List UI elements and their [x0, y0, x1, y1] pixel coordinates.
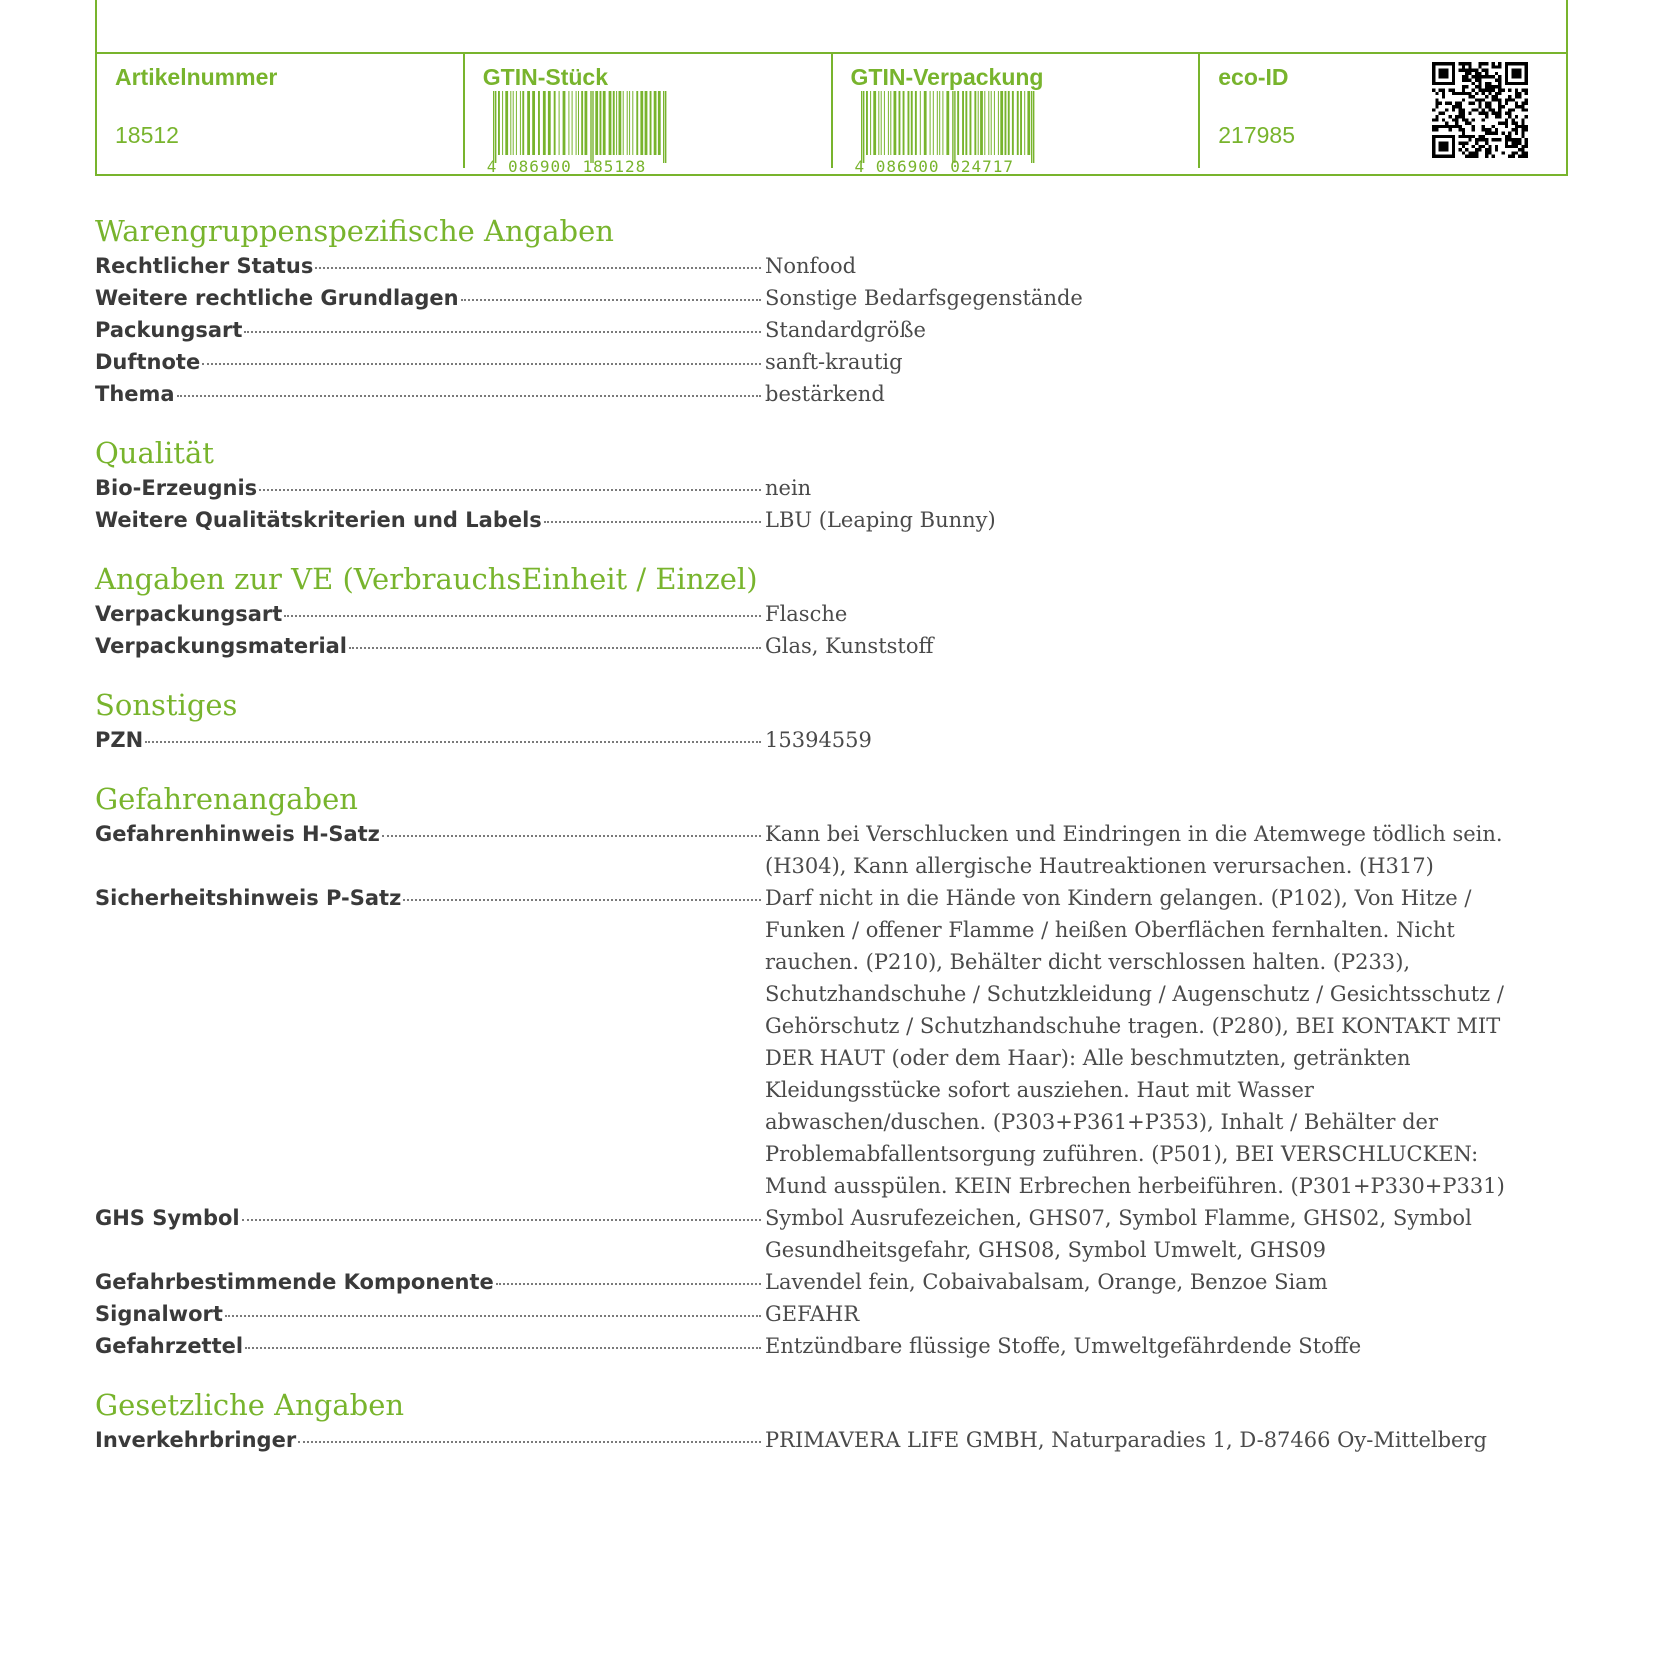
dot-leader: [202, 363, 761, 365]
gtin-verpackung-cell: [833, 54, 1201, 176]
section: [95, 212, 1568, 410]
detail-label-text: Gefahrenhinweis H-Satz: [95, 822, 380, 846]
detail-label-text: Gefahrbestimmende Komponente: [95, 1270, 494, 1294]
detail-row: [95, 1330, 1568, 1362]
detail-label: [95, 882, 765, 1202]
section-title: Gesetzliche Angaben: [95, 1388, 405, 1422]
detail-row: [95, 1424, 1568, 1456]
detail-value: Nonfood: [765, 254, 857, 278]
detail-value: Standardgröße: [765, 318, 926, 342]
detail-value: Symbol Ausrufezeichen, GHS07, Symbol Flamme, GHS02, Symbol Gesundheitsgefahr, GHS08, Symbol Umwelt, GHS09: [765, 1206, 1472, 1262]
detail-label: [95, 378, 765, 410]
detail-label-text: Thema: [95, 382, 175, 406]
dot-leader: [245, 1347, 761, 1349]
detail-row: [95, 1266, 1568, 1298]
artikelnummer-value: 18512: [115, 122, 179, 148]
artikelnummer-label: Artikelnummer: [115, 64, 278, 90]
artikelnummer-cell: [97, 54, 465, 168]
dot-leader: [496, 1283, 761, 1285]
detail-value: Flasche: [765, 602, 848, 626]
detail-value: Kann bei Verschlucken und Eindringen in die Atemwege tödlich sein. (H304), Kann allergische Hautreaktionen verursachen. (H317): [765, 822, 1503, 878]
detail-label-text: Weitere rechtliche Grundlagen: [95, 286, 459, 310]
detail-label-text: Signalwort: [95, 1302, 223, 1326]
detail-label: [95, 1330, 765, 1362]
product-identifier-box: [95, 0, 1568, 176]
section-title: Qualität: [95, 436, 214, 470]
dot-leader: [244, 331, 761, 333]
dot-leader: [315, 267, 761, 269]
detail-label-text: GHS Symbol: [95, 1206, 240, 1230]
detail-label-text: Sicherheitshinweis P-Satz: [95, 886, 402, 910]
section: [95, 1386, 1568, 1456]
section-title: Warengruppenspezifische Angaben: [95, 214, 614, 248]
detail-label: [95, 1266, 765, 1298]
detail-label-text: Inverkehrbringer: [95, 1428, 297, 1452]
dot-leader: [259, 489, 761, 491]
gtin-verpackung-label: GTIN-Verpackung: [850, 64, 1044, 90]
detail-row: [95, 504, 1568, 536]
detail-value: sanft-krautig: [765, 350, 903, 374]
detail-label: [95, 282, 765, 314]
detail-row: [95, 378, 1568, 410]
detail-value: GEFAHR: [765, 1302, 860, 1326]
detail-value: Glas, Kunststoff: [765, 634, 934, 658]
eco-id-cell: [1200, 54, 1566, 168]
qr-code-icon: [1432, 62, 1528, 158]
dot-leader: [403, 899, 761, 901]
detail-value: Lavendel fein, Cobaivabalsam, Orange, Benzoe Siam: [765, 1270, 1328, 1294]
product-details: [95, 212, 1568, 1480]
gtin-verpackung-digits: 4 086900 024717: [854, 157, 1014, 176]
detail-row: [95, 282, 1568, 314]
gtin-stueck-cell: [465, 54, 833, 176]
detail-label: [95, 504, 765, 536]
dot-leader: [298, 1441, 761, 1443]
detail-label: [95, 1202, 765, 1266]
detail-label: [95, 250, 765, 282]
gtin-verpackung-barcode: [855, 91, 1040, 163]
detail-row: [95, 882, 1568, 1202]
detail-value: LBU (Leaping Bunny): [765, 508, 996, 532]
detail-row: [95, 314, 1568, 346]
detail-value: nein: [765, 476, 812, 500]
detail-label-text: Gefahrzettel: [95, 1334, 244, 1358]
detail-value: 15394559: [765, 728, 872, 752]
eco-id-label: eco-ID: [1218, 64, 1289, 90]
detail-row: [95, 1202, 1568, 1266]
detail-label-text: Verpackungsmaterial: [95, 634, 348, 658]
gtin-stueck-barcode: [487, 91, 672, 163]
detail-label: [95, 314, 765, 346]
section: [95, 686, 1568, 756]
detail-row: [95, 1298, 1568, 1330]
dot-leader: [177, 395, 761, 397]
detail-label: [95, 724, 765, 756]
section: [95, 434, 1568, 536]
detail-label: [95, 472, 765, 504]
dot-leader: [145, 741, 761, 743]
detail-label: [95, 1298, 765, 1330]
eco-id-value: 217985: [1218, 122, 1295, 148]
section: [95, 780, 1568, 1362]
detail-value: Entzündbare flüssige Stoffe, Umweltgefährdende Stoffe: [765, 1334, 1362, 1358]
gtin-stueck-digits: 4 086900 185128: [486, 157, 647, 176]
detail-row: [95, 598, 1568, 630]
detail-row: [95, 472, 1568, 504]
detail-label: [95, 630, 765, 662]
detail-row: [95, 250, 1568, 282]
section-title: Sonstiges: [95, 688, 238, 722]
identifier-row: [97, 52, 1566, 174]
detail-label-text: Duftnote: [95, 350, 201, 374]
detail-row: [95, 630, 1568, 662]
detail-label-text: Weitere Qualitätskriterien und Labels: [95, 508, 542, 532]
dot-leader: [284, 615, 761, 617]
detail-label: [95, 346, 765, 378]
dot-leader: [349, 647, 761, 649]
detail-value: Darf nicht in die Hände von Kindern gelangen. (P102), Von Hitze / Funken / offener Flamme / heißen Oberflächen fernhalten. Nicht rauchen. (P210), Behälter dicht verschlossen halten. (P233), Schutzhandschuhe / Schutzkleidung / Augenschutz / Gesichtsschutz / Gehörschutz / Schutzhandschuhe tragen. (P280), BEI KONTAKT MIT DER HAUT (oder dem Haar): Alle beschmutzten, getränkten Kleidungsstücke sofort ausziehen. Haut mit Wasser abwaschen/duschen. (P303+P361+P353), Inhalt / Behälter der Problemabfallentsorgung zuführen. (P501), BEI VERSCHLUCKEN: Mund ausspülen. KEIN Erbrechen herbeiführen. (P301+P330+P331): [765, 886, 1505, 1198]
gtin-stueck-label: GTIN-Stück: [482, 64, 608, 90]
dot-leader: [544, 521, 761, 523]
detail-label: [95, 818, 765, 882]
detail-label-text: PZN: [95, 728, 144, 752]
detail-label-text: Verpackungsart: [95, 602, 283, 626]
dot-leader: [242, 1219, 761, 1221]
detail-value: PRIMAVERA LIFE GMBH, Naturparadies 1, D-87466 Oy-Mittelberg: [765, 1428, 1487, 1452]
section-title: Angaben zur VE (VerbrauchsEinheit / Einzel): [95, 562, 758, 596]
detail-label-text: Packungsart: [95, 318, 243, 342]
detail-row: [95, 346, 1568, 378]
detail-value: bestärkend: [765, 382, 885, 406]
detail-row: [95, 818, 1568, 882]
dot-leader: [225, 1315, 761, 1317]
detail-row: [95, 724, 1568, 756]
dot-leader: [461, 299, 761, 301]
detail-value: Sonstige Bedarfsgegenstände: [765, 286, 1083, 310]
detail-label: [95, 1424, 765, 1456]
detail-label-text: Bio-Erzeugnis: [95, 476, 258, 500]
detail-label-text: Rechtlicher Status: [95, 254, 314, 278]
dot-leader: [382, 835, 761, 837]
detail-label: [95, 598, 765, 630]
section: [95, 560, 1568, 662]
section-title: Gefahrenangaben: [95, 782, 358, 816]
